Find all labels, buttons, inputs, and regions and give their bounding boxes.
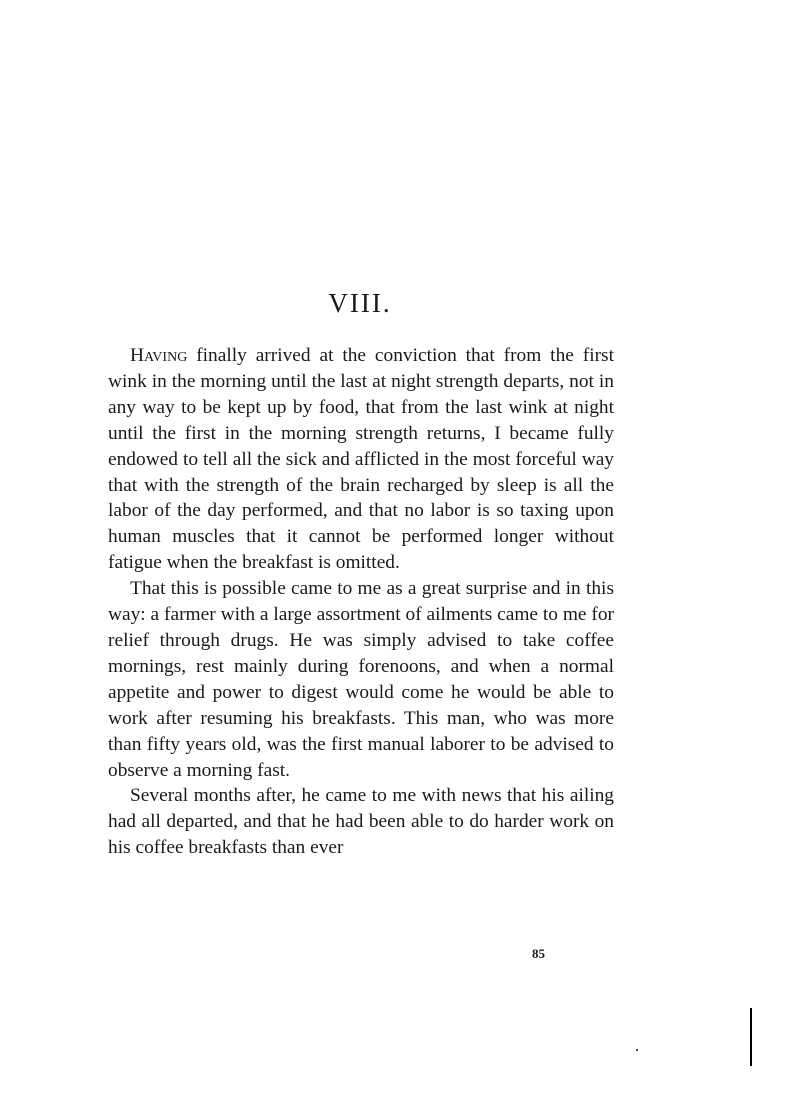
chapter-heading: VIII. <box>328 288 392 318</box>
margin-rule <box>750 1008 752 1066</box>
paragraph-3: Several months after, he came to me with news that his ailing had all departed, and that he had been able to do harder work on his coffee breakfasts than ever <box>108 785 614 859</box>
paragraph-2: That this is possible came to me as a great surprise and in this way: a farmer with a large assortment of ailments came to me for relief through drugs. He was simply advised to take coffee mornings, rest mainly during forenoons, and when a normal appetite and power to digest would come he would be able to work after resuming his breakfasts. This man, who was more than fifty years old, was the first manual laborer to be advised to observe a morning fast. <box>108 578 614 781</box>
paragraph-1-text: finally arrived at the conviction that from the first wink in the morning until the last at night strength departs, not in any way to be kept up by food, that from the last wink at night until the first in the morning strength returns, I became fully endowed to tell all the sick and afflicted in the most forceful way that with the strength of the brain recharged by sleep is all the labor of the day performed, and that no labor is so taxing upon human muscles that it cannot be performed longer without fatigue when the breakfast is omitted. <box>108 345 614 574</box>
page-number: 85 <box>532 946 545 961</box>
paragraph-lead-word: Having <box>130 345 188 366</box>
paragraph-1 <box>108 343 614 576</box>
scan-speck <box>636 1049 638 1051</box>
body-text <box>108 343 614 861</box>
